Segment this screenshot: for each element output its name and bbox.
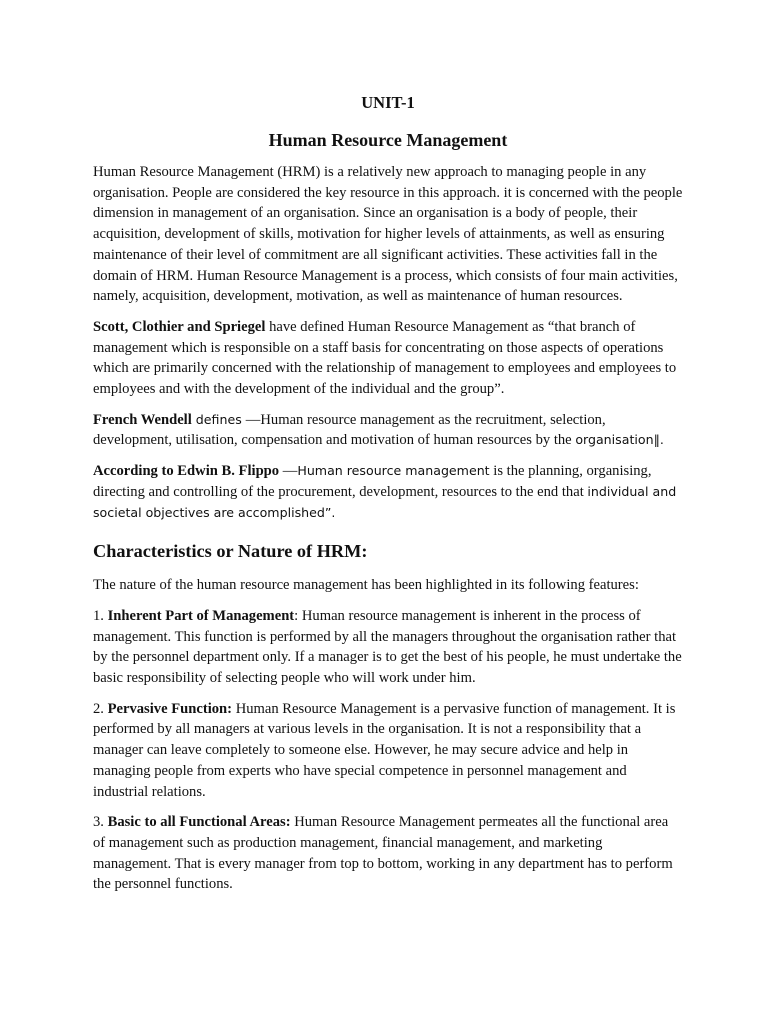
- unit-heading: UNIT-1: [361, 93, 415, 112]
- feature-item: [93, 699, 683, 803]
- definition-author: French Wendell: [93, 411, 192, 428]
- feature-item: [93, 812, 683, 895]
- definition-author: According to Edwin B. Flippo: [93, 463, 280, 480]
- feature-number: 1.: [93, 607, 108, 624]
- definition-tail: organisation‖.: [575, 432, 664, 448]
- intro-paragraph: Human Resource Management (HRM) is a relatively new approach to managing people in any organisation. People are considered the key resource in this approach. it is concerned with the people dimension in management of an organisation. Since an organisation is a body of people, their acquisition, development of skills, motivation for higher levels of attainments, as well as ensuring maintenance of their level of commitment are all significant activities. These activities fall in the domain of HRM. Human Resource Management is a process, which consists of four main activities, namely, acquisition, development, motivation, as well as maintenance of human resources.: [93, 164, 683, 305]
- definition-author: Scott, Clothier and Spriegel: [93, 318, 266, 335]
- feature-title: Pervasive Function:: [107, 700, 233, 717]
- feature-item: [93, 606, 683, 689]
- definition-scott: [93, 317, 683, 400]
- definition-dash: —: [279, 463, 298, 480]
- section-heading: Characteristics or Nature of HRM:: [93, 541, 368, 562]
- feature-text: Human Resource Management is a pervasive function of management. It is performed by all managers at various levels in the organisation. It is not a responsibility that a manager can leave completely to someone else. However, he may secure advice and help in managing people from experts who have special competence in personnel management and industrial relations.: [93, 700, 676, 800]
- section-intro: The nature of the human resource management has been highlighted in its following features:: [93, 577, 639, 594]
- definition-text: is the planning, organising, directing and controlling of the procurement, development, resources to the end that: [93, 463, 652, 500]
- feature-separator: :: [294, 607, 302, 624]
- document-page: [93, 92, 683, 905]
- feature-title: Basic to all Functional Areas:: [107, 814, 291, 831]
- feature-title: Inherent Part of Management: [107, 607, 295, 624]
- feature-text: Human resource management is inherent in the process of management. This function is performed by all the managers throughout the organisation rather that by the personnel department only. If a manager is to get the best of his people, he must undertake the basic responsibility of selecting people who will work under him.: [93, 607, 682, 687]
- feature-number: 3.: [93, 814, 108, 831]
- definition-verb: defines: [191, 411, 246, 427]
- definition-wendell: [93, 410, 683, 451]
- document-title: Human Resource Management: [268, 130, 508, 150]
- definition-flippo: [93, 461, 683, 523]
- definition-lead: Human resource management: [297, 463, 490, 479]
- definition-text: have defined Human Resource Management as “that branch of management which is responsible on a staff basis for concentrating on those aspects of operations which are primarily concerned with the relationship of management to employees and employees to employees and with the development of the individual and the group”.: [93, 318, 677, 398]
- definition-text: —Human resource management as the recruitment, selection, development, utilisation, compensation and motivation of human resources by the: [93, 411, 606, 449]
- feature-text: Human Resource Management permeates all the functional area of management such as production management, financial management, and marketing management. That is every manager from top to bottom, working in any department has to perform the personnel functions.: [93, 814, 673, 893]
- definition-tail: individual and societal objectives are accomplished”.: [93, 483, 677, 520]
- feature-number: 2.: [93, 700, 108, 717]
